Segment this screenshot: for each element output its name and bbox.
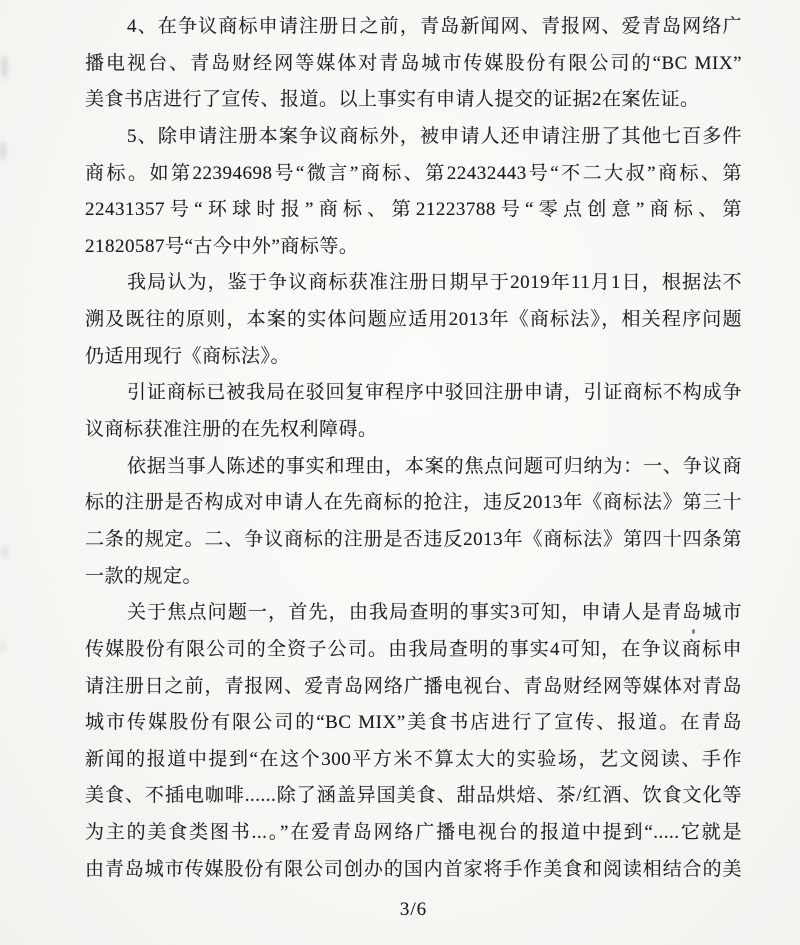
scan-smudge: [0, 142, 6, 160]
text-line: 由青岛城市传媒股份有限公司创办的国内首家将手作美食和阅读相结合的美: [85, 858, 742, 880]
text-line: 二条的规定。二、争议商标的注册是否违反2013年《商标法》第四十四条第: [85, 528, 742, 550]
text-line: 22431357号“环球时报”商标、第21223788号“零点创意”商标、第: [85, 199, 742, 221]
text-line: 引证商标已被我局在驳回复审程序中驳回注册申请，引证商标不构成争: [127, 382, 742, 404]
paragraph: [85, 449, 742, 596]
text-line: 关于焦点问题一，首先，由我局查明的事实3可知，申请人是青岛城市: [127, 602, 742, 624]
text-line: 4、在争议商标申请注册日之前，青岛新闻网、青报网、爱青岛网络广: [127, 16, 742, 37]
scan-smudge: [0, 640, 5, 652]
text-line: 新闻的报道中提到“在这个300平方米不算太大的实验场，艺文阅读、手作: [85, 748, 742, 770]
text-line: 传媒股份有限公司的全资子公司。由我局查明的事实4可知，在争议商标申: [85, 638, 742, 660]
text-line: 美食、不插电咖啡......除了涵盖异国美食、甜品烘焙、茶/红酒、饮食文化等: [85, 785, 742, 807]
paragraph: [85, 265, 742, 375]
text-line: 请注册日之前，青报网、爱青岛网络广播电视台、青岛财经网等媒体对青岛: [85, 675, 742, 697]
text-line: 依据当事人陈述的事实和理由，本案的焦点问题可归纳为：一、争议商: [127, 455, 742, 477]
document-body: [85, 9, 742, 888]
text-line: 为主的美食类图书...。”在爱青岛网络广播电视台的报道中提到“.....它就是: [85, 822, 742, 844]
scan-smudge: [1, 56, 8, 78]
text-line: 议商标获准注册的在先权利障碍。: [85, 419, 378, 441]
text-line: 5、除申请注册本案争议商标外，被申请人还申请注册了其他七百多件: [127, 125, 742, 147]
text-line: 仍适用现行《商标法》。: [85, 345, 291, 367]
text-line: 城市传媒股份有限公司的“BC MIX”美食书店进行了宣传、报道。在青岛: [85, 712, 742, 734]
scan-smudge: [2, 545, 8, 559]
text-line: 播电视台、青岛财经网等媒体对青岛城市传媒股份有限公司的“BC MIX”: [85, 52, 742, 74]
paragraph: [85, 119, 742, 266]
text-line: 商标。如第22394698号“微言”商标、第22432443号“不二大叔”商标、第: [85, 162, 742, 184]
text-line: 21820587号“古今中外”商标等。: [85, 235, 359, 257]
text-line: 标的注册是否构成对申请人在先商标的抢注，违反2013年《商标法》第三十: [85, 492, 742, 514]
text-line: 我局认为，鉴于争议商标获准注册日期早于2019年11月1日，根据法不: [127, 272, 742, 294]
paragraph: [85, 375, 742, 448]
text-line: 美食书店进行了宣传、报道。以上事实有申请人提交的证据2在案佐证。: [85, 89, 700, 111]
paragraph: [85, 9, 742, 119]
paragraph: [85, 595, 742, 888]
text-line: 一款的规定。: [85, 565, 203, 587]
text-line: 溯及既往的原则，本案的实体问题应适用2013年《商标法》，相关程序问题: [85, 309, 742, 331]
page-number: 3/6: [399, 899, 428, 920]
